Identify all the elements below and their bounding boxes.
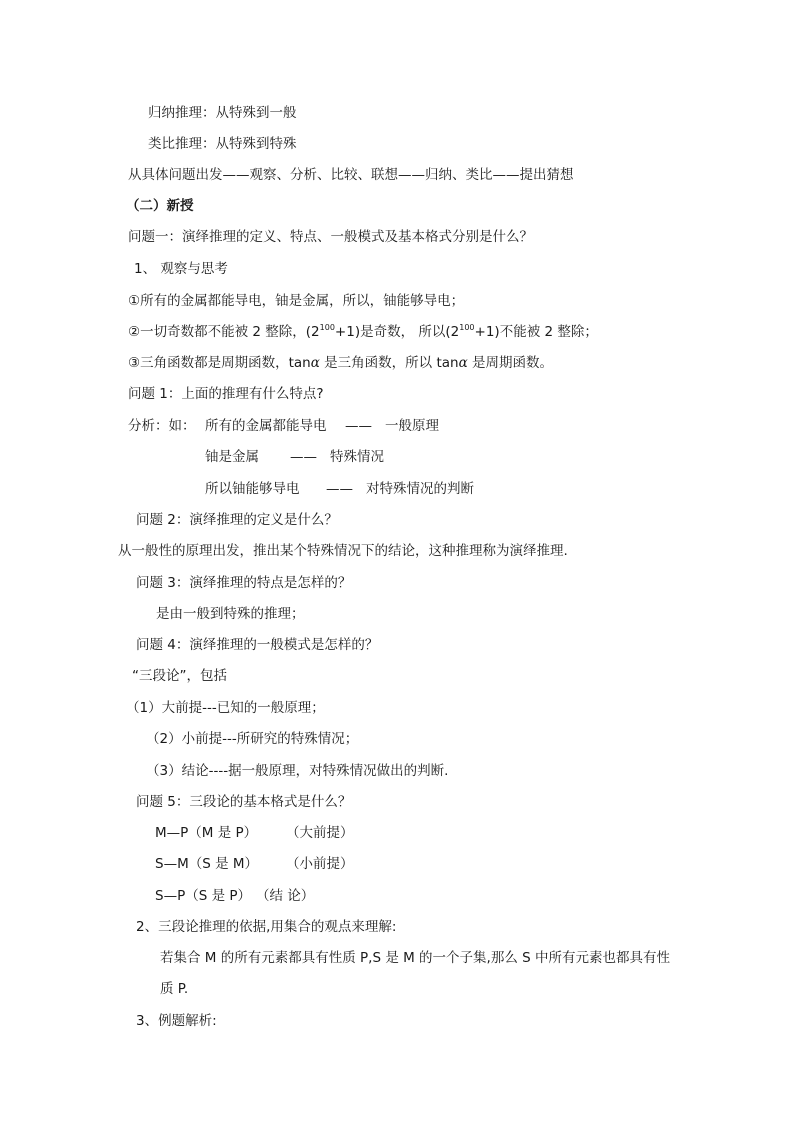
format-row-3: S—P（S 是 P） [155, 888, 252, 904]
set-explanation-2: 质 P. [160, 981, 189, 997]
format-row-1-label: （大前提） [286, 825, 354, 841]
major-premise: （1）大前提---已知的一般原理； [126, 700, 325, 716]
example-three [128, 354, 553, 372]
example-three-part-b: 是三角函数，所以 tan [319, 355, 459, 371]
question-5: 问题 5：三段论的基本格式是什么？ [136, 794, 352, 810]
format-row-2: S—M（S 是 M） [155, 856, 259, 872]
feature-line: 是由一般到特殊的推理； [156, 606, 305, 622]
analysis-row-3-label: 对特殊情况的判断 [366, 481, 474, 497]
example-three-part-a: ③三角函数都是周期函数，tan [128, 355, 311, 371]
analysis-row-3-dash: —— [326, 481, 353, 497]
analysis-row-3-premise: 所以铀能够导电 [205, 481, 300, 497]
conclusion-line: （3）结论----据一般原理，对特殊情况做出的判断. [146, 763, 449, 779]
question-2: 问题 2：演绎推理的定义是什么？ [136, 512, 338, 528]
item-three: 3、例题解析: [136, 1013, 217, 1029]
format-row-1: M—P（M 是 P） [155, 825, 258, 841]
example-two [128, 323, 598, 341]
alpha-symbol-1: α [310, 355, 320, 371]
set-explanation-1: 若集合 M 的所有元素都具有性质 P,S 是 M 的一个子集,那么 S 中所有元素也都具有性 [160, 950, 670, 966]
item-two: 2、三段论推理的依据,用集合的观点来理解: [136, 919, 397, 935]
format-row-2-label: （小前提） [286, 856, 354, 872]
analysis-row-2-premise: 铀是金属 [205, 449, 259, 465]
analysis-row-1-premise: 所有的金属都能导电 [205, 418, 327, 434]
analysis-row-2-dash: —— [290, 449, 317, 465]
format-row-3-label: （结 论） [256, 888, 315, 904]
analysis-row-2-label: 特殊情况 [330, 449, 384, 465]
example-three-part-c: 是周期函数。 [467, 355, 553, 371]
question-3: 问题 3：演绎推理的特点是怎样的？ [136, 575, 352, 591]
example-two-part-c: +1)不能被 2 整除； [474, 324, 598, 340]
example-two-part-a: ②一切奇数都不能被 2 整除，(2 [128, 324, 320, 340]
question-1: 问题 1：上面的推理有什么特点? [128, 386, 324, 402]
exponent-2: 100 [459, 323, 475, 332]
alpha-symbol-2: α [458, 355, 468, 371]
definition-line: 从一般性的原理出发，推出某个特殊情况下的结论，这种推理称为演绎推理. [118, 543, 568, 559]
syllogism-line: “三段论”，包括 [132, 668, 227, 684]
exponent-1: 100 [319, 323, 335, 332]
question-4: 问题 4：演绎推理的一般模式是怎样的？ [136, 637, 379, 653]
section-heading: （二）新授 [126, 198, 194, 214]
analysis-prefix: 分析：如： [128, 418, 196, 434]
question-one: 问题一：演绎推理的定义、特点、一般模式及基本格式分别是什么？ [128, 229, 533, 245]
minor-premise: （2）小前提---所研究的特殊情况； [146, 731, 359, 747]
process-line: 从具体问题出发——观察、分析、比较、联想——归纳、类比——提出猜想 [128, 167, 574, 183]
analysis-row-1-label: 一般原理 [385, 418, 439, 434]
analogy-line: 类比推理：从特殊到特殊 [148, 136, 297, 152]
induction-line: 归纳推理：从特殊到一般 [148, 105, 297, 121]
example-two-part-b: +1)是奇数， 所以(2 [334, 324, 460, 340]
example-one: ①所有的金属都能导电，铀是金属，所以，铀能够导电； [128, 293, 465, 309]
analysis-row-1-dash: —— [345, 418, 372, 434]
item-one: 1、 观察与思考 [134, 261, 228, 277]
